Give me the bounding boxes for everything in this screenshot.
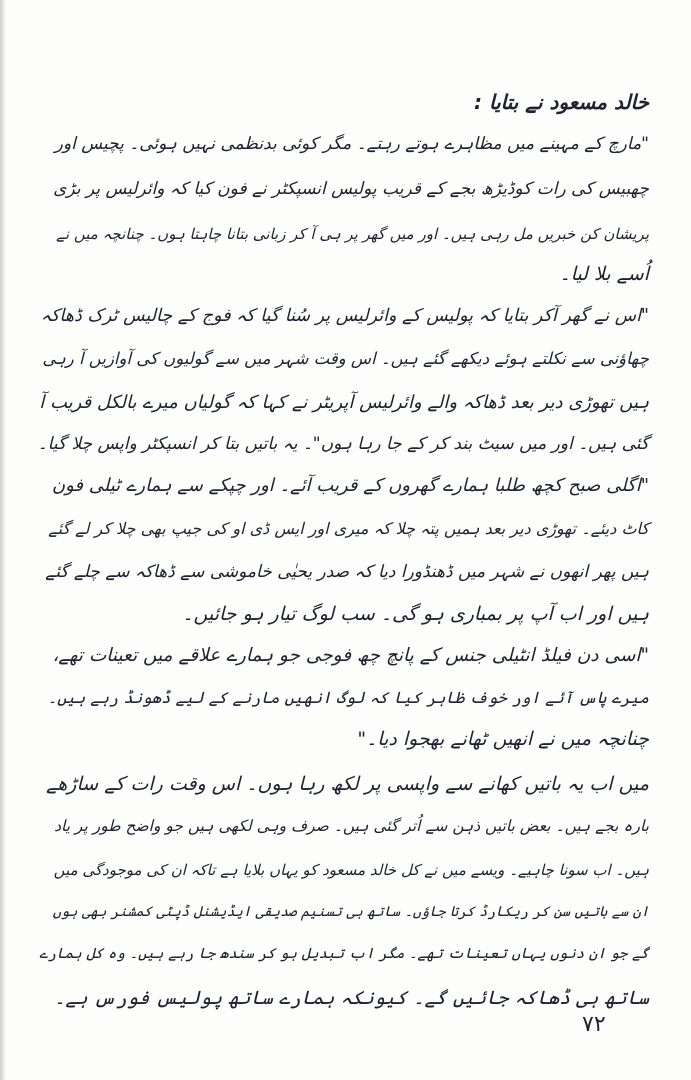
text-line-9: "اگلی صبح کچھ طلبا ہمارے گھروں کے قریب آئے۔ اور چپکے سے ہمارے ٹیلی فون: [51, 475, 649, 496]
text-line-6: چھاؤنی سے نکلتے ہوئے دیکھے گئے ہیں۔ اس وقت شہر میں سے گولیوں کی آوازیں آ رہی: [42, 349, 649, 368]
text-line-14: میرے پاس آئے اور خوف ظاہر کیا کہ لوگ انھیں مارنے کے لیے ڈھونڈ رہے ہیں۔: [47, 688, 649, 707]
text-line-1: "مارچ کے مہینے میں مظاہرے ہوتے رہتے۔ مگر کوئی بدنظمی نہیں ہوئی۔ پچیس اور: [54, 134, 649, 154]
text-line-17: بارہ بجے ہیں۔ بعض باتیں ذہن سے اُتر گئی ہیں۔ صرف وہی لکھی ہیں جو واضح طور پر یاد: [54, 817, 649, 835]
page-number: ۷۲: [582, 1012, 606, 1037]
text-line-15: چنانچہ میں نے انھیں ٹھانے بھجوا دیا۔": [357, 728, 649, 750]
text-line-11: ہیں پھر انھوں نے شہر میں ڈھنڈورا دیا کہ صدر یحیٰی خاموشی سے ڈھاکہ سے چلے گئے: [45, 562, 649, 582]
text-line-12: ہیں اور اب آپ پر بمباری ہو گی۔ سب لوگ تیار ہو جائیں۔: [182, 603, 649, 625]
text-line-2: چھبیس کی رات کوڈیڑھ بجے کے قریب پولیس انسپکٹر نے فون کیا کہ وائرلیس پر بڑی: [53, 179, 649, 199]
text-line-4: اُسے بلا لیا۔: [559, 263, 649, 285]
text-line-7: ہیں تھوڑی دیر بعد ڈھاکہ والے وائرلیس آپریٹر نے کہا کہ گولیاں میرے بالکل قریب آ: [39, 392, 649, 413]
text-line-19: ان سے باتیں سن کر ریکارڈ کرتا جاؤں۔ ساتھ ہی تسنیم صدیقی ایڈیشنل ڈپٹی کمشنر بھی ہوں: [52, 904, 649, 920]
document-heading: خالد مسعود نے بتایا :: [474, 90, 649, 114]
text-line-18: ہیں۔ اب سونا چاہیے۔ ویسے میں نے کل خالد مسعود کو یہاں بلایا ہے تاکہ ان کی موجودگی میں: [53, 861, 649, 879]
text-line-3: پریشان کن خبریں مل رہی ہیں۔ اور میں گھر پر ہی آ کر زبانی بتانا چاہتا ہوں۔ چنانچہ میں نے: [56, 225, 649, 243]
text-line-21: ساتھ ہی ڈھاکہ جائیں گے۔ کیونکہ ہمارے ساتھ پولیس فورس ہے۔: [54, 987, 649, 1009]
text-line-20: گے جو ان دنوں یہاں تعینات تھے۔ مگر اب تبدیل ہو کر سندھ جا رہے ہیں۔ وہ کل ہمارے: [39, 946, 649, 962]
text-line-16: میں اب یہ باتیں کھانے سے واپسی پر لکھ رہا ہوں۔ اس وقت رات کے ساڑھے: [46, 773, 649, 795]
text-line-8: گئی ہیں۔ اور میں سیٹ بند کر کے جا رہا ہوں"۔ یہ باتیں بتا کر انسپکٹر واپس چلا گیا۔: [37, 434, 649, 454]
text-line-10: کاٹ دیئے۔ تھوڑی دیر بعد ہمیں پتہ چلا کہ میری اور ایس ڈی او کی جیپ بھی چلا کر لے گئے: [48, 519, 649, 538]
text-line-5: "اس نے گھر آکر بتایا کہ پولیس کے وائرلیس پر سُنا گیا کہ فوج کے چالیس ٹرک ڈھاکہ: [40, 306, 649, 326]
text-line-13: "اسی دن فیلڈ انٹیلی جنس کے پانچ چھ فوجی جو ہمارے علاقے میں تعینات تھے،: [52, 645, 649, 666]
